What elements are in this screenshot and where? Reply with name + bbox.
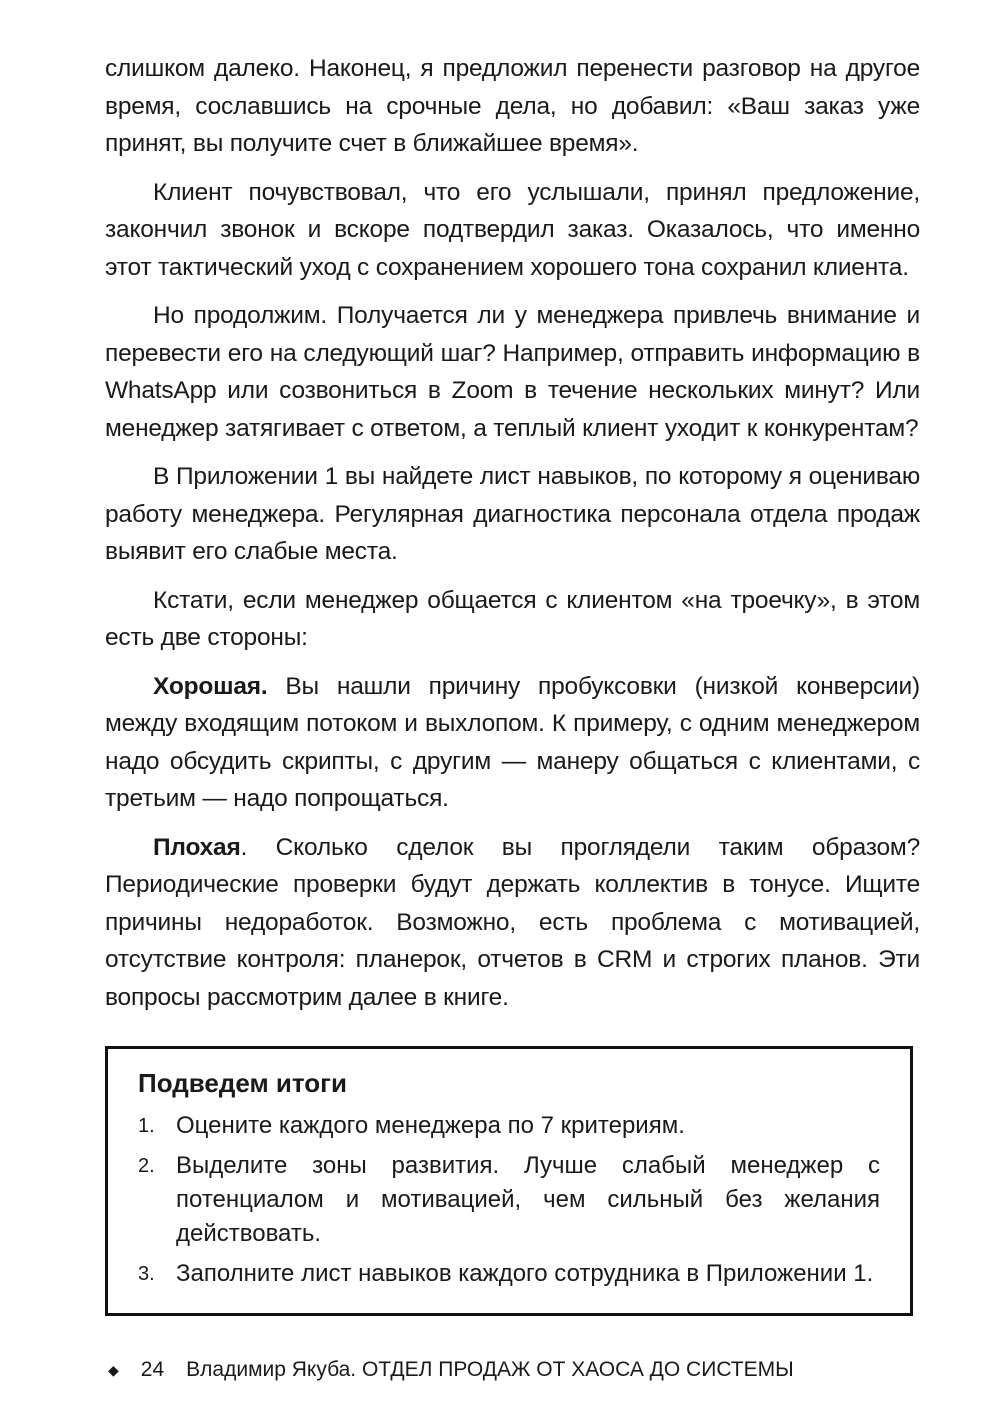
list-item xyxy=(138,1109,880,1143)
item-number: 3. xyxy=(138,1263,155,1285)
list-item xyxy=(138,1149,880,1251)
paragraph xyxy=(105,582,920,657)
summary-title: Подведем итоги xyxy=(138,1068,347,1098)
page-footer xyxy=(108,1356,920,1384)
page-number: 24 xyxy=(140,1358,165,1381)
item-text: Выделите зоны развития. Лучше слабый менеджер с потенциалом и мотивацией, чем сильный без желания действовать. xyxy=(176,1152,880,1247)
item-text: Оцените каждого менеджера по 7 критериям. xyxy=(176,1112,685,1139)
item-text: Заполните лист навыков каждого сотрудника в Приложении 1. xyxy=(176,1260,874,1287)
paragraph-text: Вы нашли причину пробуксовки (низкой конверсии) между входящим потоком и выхлопом. К примеру, с одним менеджером надо обсудить скрипты, с другим — манеру общаться с клиентами, с третьим — надо попрощаться. xyxy=(105,672,920,812)
paragraph-text: Но продолжим. Получается ли у менеджера привлечь внимание и перевести его на следующий шаг? Например, отправить информацию в WhatsApp или созвониться в Zoom в течение нескольких минут? Или менеджер затягивает с ответом, а теплый клиент уходит к конкурентам? xyxy=(105,302,920,442)
item-number: 2. xyxy=(138,1155,155,1177)
body-text xyxy=(105,50,920,1016)
paragraph-text: слишком далеко. Наконец, я предложил перенести разговор на другое время, сославшись на срочные дела, но добавил: «Ваш заказ уже принят, вы получите счет в ближайшее время». xyxy=(105,55,920,157)
paragraph-text: В Приложении 1 вы найдете лист навыков, по которому я оцениваю работу менеджера. Регулярная диагностика персонала отдела продаж выявит его слабые места. xyxy=(105,463,920,565)
list-item xyxy=(138,1257,880,1291)
item-number: 1. xyxy=(138,1115,155,1137)
paragraph xyxy=(105,458,920,571)
book-title: Владимир Якуба. ОТДЕЛ ПРОДАЖ ОТ ХАОСА ДО СИСТЕМЫ xyxy=(186,1358,794,1381)
paragraph-text: Кстати, если менеджер общается с клиентом «на троечку», в этом есть две стороны: xyxy=(105,586,920,651)
paragraph xyxy=(105,50,920,163)
paragraph xyxy=(105,297,920,447)
lead-word: Хорошая. xyxy=(153,672,268,700)
paragraph xyxy=(105,174,920,287)
paragraph-text: Клиент почувствовал, что его услышали, принял предложение, закончил звонок и вскоре подтвердил заказ. Оказалось, что именно этот тактический уход с сохранением хорошего тона сохранил клиента. xyxy=(105,178,920,281)
summary-list xyxy=(138,1109,880,1291)
paragraph-bad xyxy=(105,829,920,1017)
paragraph-good xyxy=(105,668,920,818)
summary-box xyxy=(105,1046,913,1316)
lead-word: Плохая xyxy=(153,833,241,861)
paragraph-text: . Сколько сделок вы проглядели таким образом? Периодические проверки будут держать коллектив в тонусе. Ищите причины недоработок. Возможно, есть проблема с мотивацией, отсутствие контроля: планерок, отчетов в CRM и строгих планов. Эти вопросы рассмотрим далее в книге. xyxy=(105,833,920,1011)
diamond-bullet-icon: ◆ xyxy=(108,1362,119,1378)
